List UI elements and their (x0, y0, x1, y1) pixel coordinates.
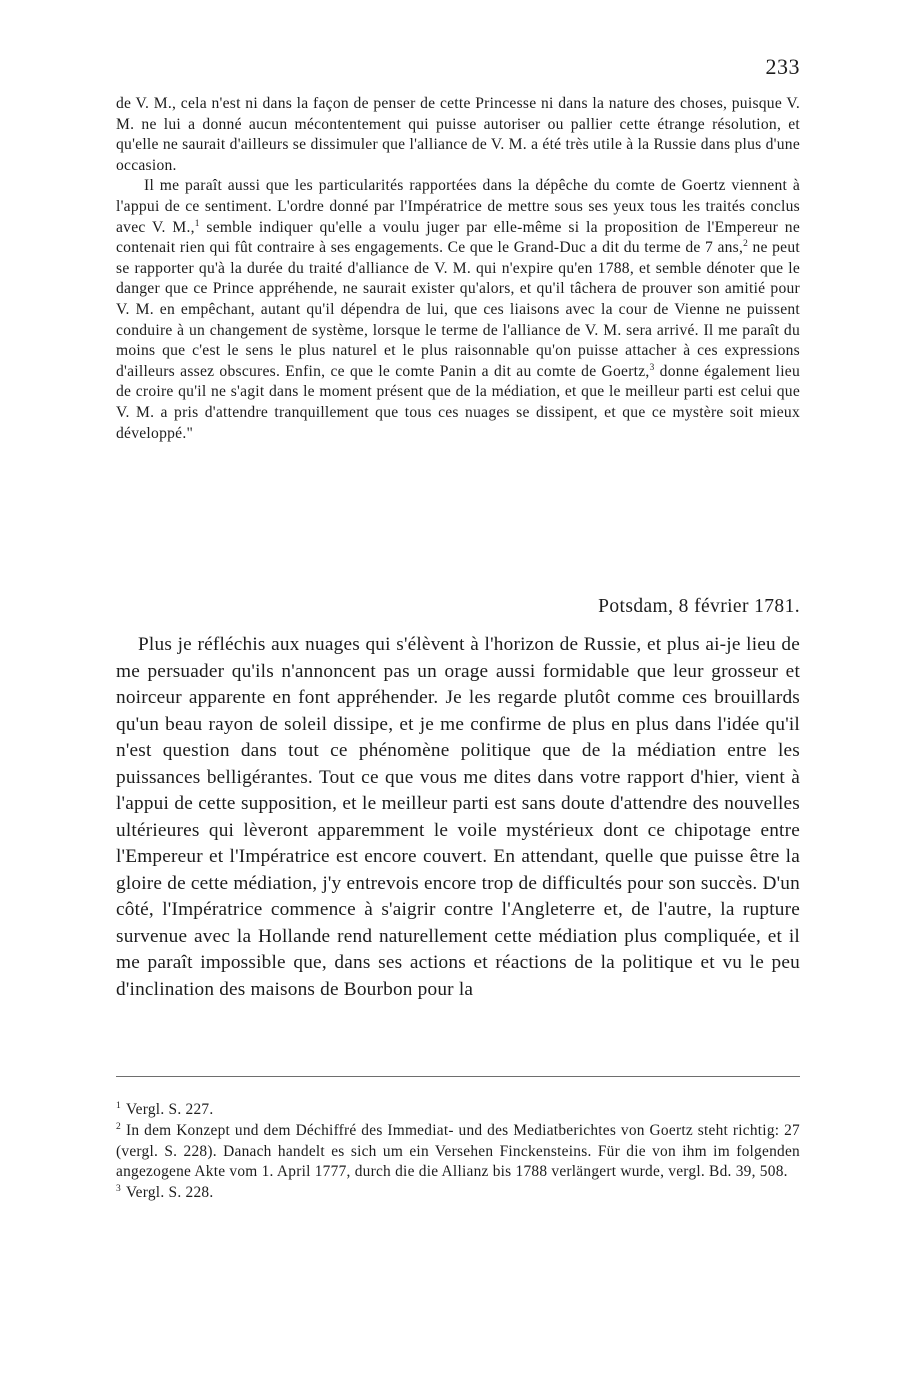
footnote-divider (116, 1076, 800, 1077)
footnote (116, 1100, 800, 1121)
dateline: Potsdam, 8 février 1781. (598, 596, 800, 617)
letter-paragraph (116, 94, 800, 176)
footnote (116, 1183, 800, 1204)
main-paragraph: Plus je réfléchis aux nuages qui s'élèvent à l'horizon de Russie, et plus ai-je lieu de me persuader qu'ils n'annoncent pas un orage aussi formidable que leur grosseur et noirceur apparente en font appréhender. Je les regarde plutôt comme ces brouillards qu'un beau rayon de soleil dissipe, et je me confirme de plus en plus dans l'idée qu'il n'est question dans tout ce phénomène politique que de la médiation entre les puissances belligérantes. Tout ce que vous me dites dans votre rapport d'hier, vient à l'appui de cette supposition, et le meilleur parti est sans doute d'attendre des nouvelles ultérieures qui lèveront apparemment le voile mystérieux dont ce chipotage entre l'Empereur et l'Impératrice est encore couvert. En attendant, quelle que puisse être la gloire de cette médiation, j'y entrevois encore trop de difficultés pour son succès. D'un côté, l'Impératrice commence à s'aigrir contre l'Angleterre et, de l'autre, la rupture survenue avec la Hollande rend naturellement cette médiation plus compliquée, et il me paraît impossible que, dans ses actions et réactions de la politique et vu le peu d'inclination des maisons de Bourbon pour la (116, 634, 800, 1000)
main-letter (116, 632, 800, 1003)
footnote-reference: 3 (649, 362, 655, 373)
letter-paragraph (116, 176, 800, 444)
letter-text: donne également lieu de croire qu'il ne s'agit dans le moment présent que de la médiation, et que le meilleur parti est celui que V. M. a pris d'attendre tranquillement que tous ces nuages se dissipent, et que ce mystère soit mieux développé." (116, 362, 800, 442)
letter-text: de V. M., cela n'est ni dans la façon de penser de cette Princesse ni dans la nature des choses, puisque V. M. ne lui a donné aucun mécontentement qui puisse autoriser ou pallier cette étrange résolution, et qu'elle ne saurait d'ailleurs se dissimuler que l'alliance de V. M. a été très utile à la Russie dans plus d'une occasion. (116, 95, 800, 174)
letter-text: semble indiquer qu'elle a voulu juger par elle-même si la proposition de l'Empereur ne contenait rien qui fût contraire à ses engagements. Ce que le Grand-Duc a dit du terme de 7 ans, (116, 218, 800, 257)
footnote-reference: 2 (743, 238, 749, 249)
footnote (116, 1121, 800, 1183)
footnote-text: In dem Konzept und dem Déchiffré des Immediat- und des Mediatberichtes von Goertz steht richtig: 27 (vergl. S. 228). Danach handelt es sich um ein Versehen Finckensteins. Für die von ihm im folgenden angezogene Akte vom 1. April 1777, durch die die Allianz bis 1788 verlängert wurde, vergl. Bd. 39, 508. (116, 1121, 800, 1181)
quoted-letter (116, 94, 800, 444)
footnote-reference: 1 (194, 218, 200, 229)
footnote-marker: 1 (116, 1099, 122, 1111)
footnote-marker: 3 (116, 1183, 122, 1195)
letter-text: Il me paraît aussi que les particularités rapportées dans la dépêche du comte de Goertz viennent à l'appui de ce sentiment. L'ordre donné par l'Impératrice de mettre sous ses yeux tous les traités conclus avec V. M., (116, 177, 800, 236)
footnote-marker: 2 (116, 1120, 122, 1132)
footnote-text: Vergl. S. 227. (126, 1101, 214, 1118)
footnote-text: Vergl. S. 228. (126, 1184, 214, 1202)
letter-text: ne peut se rapporter qu'à la durée du traité d'alliance de V. M. qui n'expire qu'en 1788, et semble dénoter que le danger que ce Prince appréhende, ne saurait exister qu'alors, et qu'il tâchera de prouver son amitié pour V. M. en empêchant, autant qu'il dépendra de lui, que ces liaisons avec la cour de Vienne ne puissent conduire à un changement de système, lorsque le terme de l'alliance de V. M. sera arrivé. Il me paraît du moins que c'est le sens le plus naturel et le plus raisonnable qu'on puisse attacher à ces expressions d'ailleurs assez obscures. Enfin, ce que le comte Panin a dit au comte de Goertz, (116, 239, 800, 380)
footnotes (116, 1100, 800, 1204)
page-number: 233 (765, 54, 800, 79)
